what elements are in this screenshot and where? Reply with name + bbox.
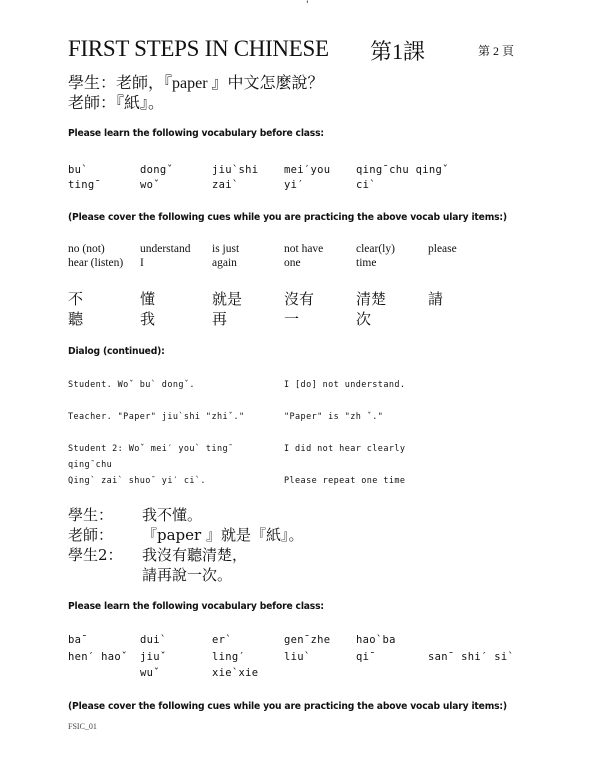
cue-item: again	[212, 257, 237, 269]
vocab-item: ling′	[212, 651, 246, 663]
character-item: 清楚	[356, 290, 387, 308]
vocab-item: hao`ba	[356, 634, 396, 646]
dialog-pinyin: Teacher. "Paper" jiu`shi "zhiˇ."	[68, 412, 245, 422]
speaker-label: 學生：	[68, 506, 114, 524]
cue-item: I	[140, 257, 144, 269]
vocab-item: jiu`shi	[212, 164, 259, 176]
character-item: 一	[284, 310, 300, 328]
vocab-item: mei′you	[284, 164, 331, 176]
vocab-item: qing¯chu qingˇ	[356, 164, 449, 176]
vocab-item: er`	[212, 634, 232, 646]
dialog-pinyin: qing¯chu	[68, 460, 113, 470]
dialog-english: "Paper" is "zh ˇ."	[284, 412, 384, 422]
dialog-english: Please repeat one time	[284, 476, 406, 486]
cue-item: please	[428, 243, 457, 255]
intro-line-1: 學生：老師，『paper 』中文怎麼說？	[68, 75, 324, 92]
vocab-item: wuˇ	[140, 667, 160, 679]
vocab-item: yi′	[284, 179, 304, 191]
page-number: 第 2 頁	[478, 44, 515, 58]
section-heading-cues: (Please cover the following cues while you are practicing the above vocab ulary items:)	[68, 212, 507, 223]
vocab-item: qi¯	[356, 651, 376, 663]
cue-item: understand	[140, 243, 191, 255]
dialog-english: I [do] not understand.	[284, 380, 406, 390]
dialog-pinyin: Student 2: Woˇ mei′ you` ting¯	[68, 444, 234, 454]
character-item: 就是	[212, 290, 243, 308]
section-heading-vocab: Please learn the following vocabulary before class:	[68, 128, 324, 139]
vocab-item: xie`xie	[212, 667, 259, 679]
speaker-label: 學生2：	[68, 546, 123, 564]
dialog-line: 請再說一次。	[142, 566, 233, 584]
vocab-item: san¯ shi′ si`	[428, 651, 515, 663]
vocab-item: dui`	[140, 634, 167, 646]
character-item: 聽	[68, 310, 84, 328]
vocab-item: dongˇ	[140, 164, 174, 176]
vocab-item: gen¯zhe	[284, 634, 331, 646]
cue-item: no (not)	[68, 243, 105, 255]
section-heading-dialog: Dialog (continued):	[68, 346, 165, 357]
dialog-pinyin: Student. Woˇ bu` dongˇ.	[68, 380, 195, 390]
vocab-item: ting¯	[68, 179, 102, 191]
vocab-item: bu`	[68, 164, 88, 176]
dialog-line: 『paper 』就是『紙』。	[142, 526, 304, 544]
vocab-item: liu`	[284, 651, 311, 663]
character-item: 不	[68, 290, 84, 308]
vocab-item: ci`	[356, 179, 376, 191]
dialog-line: 我不懂。	[142, 506, 203, 524]
cue-item: is just	[212, 243, 240, 255]
character-item: 次	[356, 310, 372, 328]
corner-mark: '	[306, 0, 309, 10]
vocab-item: ba¯	[68, 634, 88, 646]
vocab-item: jiuˇ	[140, 651, 167, 663]
section-heading-cues-2: (Please cover the following cues while you are practicing the above vocab ulary items:)	[68, 701, 507, 712]
cue-item: time	[356, 257, 377, 269]
speaker-label: 老師：	[68, 526, 114, 544]
cue-item: hear (listen)	[68, 257, 124, 269]
character-item: 我	[140, 310, 156, 328]
character-item: 沒有	[284, 290, 315, 308]
intro-line-2: 老師：『紙』。	[68, 95, 165, 112]
dialog-line: 我沒有聽清楚，	[142, 546, 248, 564]
cue-item: clear(ly)	[356, 243, 395, 255]
vocab-item: woˇ	[140, 179, 160, 191]
character-item: 懂	[140, 290, 156, 308]
dialog-english: I did not hear clearly	[284, 444, 406, 454]
lesson-number: 第1課	[370, 39, 426, 64]
cue-item: one	[284, 257, 301, 269]
page-title: FIRST STEPS IN CHINESE	[68, 36, 329, 61]
vocab-item: zai`	[212, 179, 239, 191]
character-item: 再	[212, 310, 228, 328]
character-item: 請	[428, 290, 444, 308]
section-heading-vocab-2: Please learn the following vocabulary before class:	[68, 601, 324, 612]
dialog-pinyin: Qing` zai` shuo¯ yi′ ci`.	[68, 476, 206, 486]
footer-code: FSIC_01	[68, 722, 97, 731]
vocab-item: hen′ haoˇ	[68, 651, 128, 663]
cue-item: not have	[284, 243, 324, 255]
